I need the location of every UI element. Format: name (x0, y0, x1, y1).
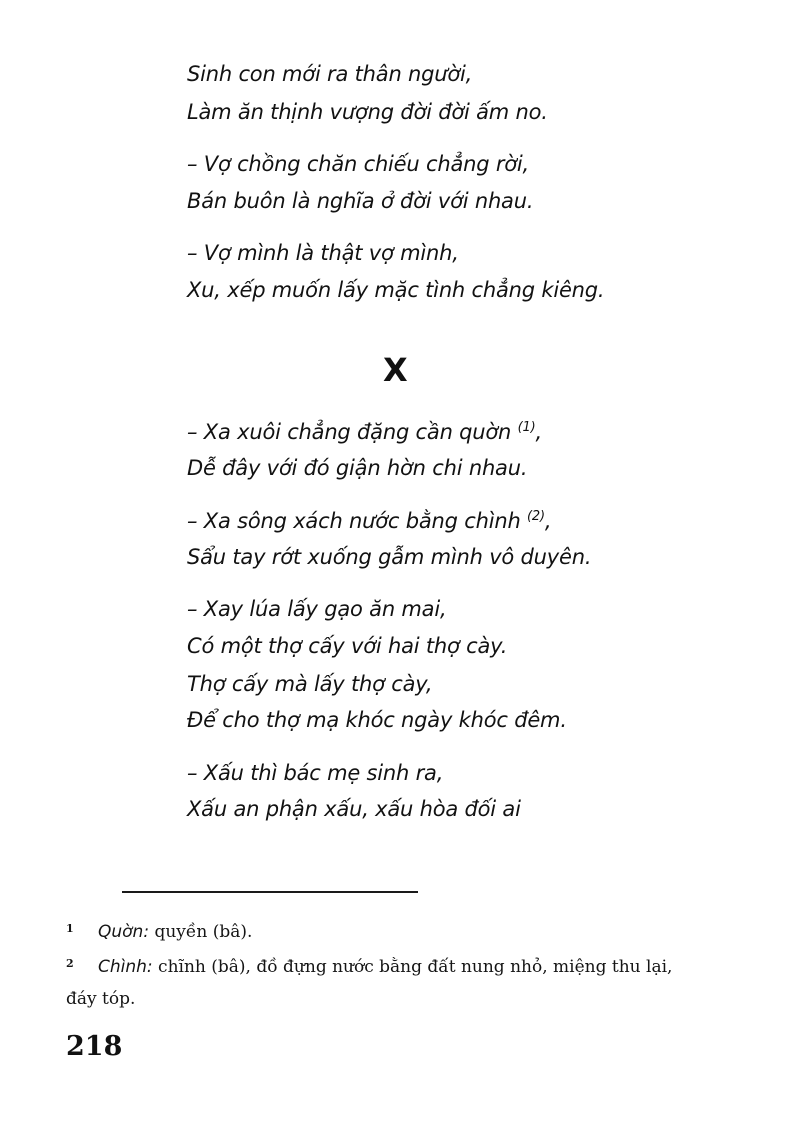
footnote-text: quyền (bâ). (149, 922, 253, 942)
footnote-number: 2 (66, 957, 74, 970)
verse-line: – Vợ mình là thật vợ mình, (187, 241, 459, 265)
verse-line: Làm ăn thịnh vượng đời đời ấm no. (187, 100, 548, 124)
verse-text: – Xa xuôi chẳng đặng cần quờn (187, 420, 512, 444)
section-title: X (383, 351, 408, 389)
footnote-body (98, 918, 746, 947)
verse-line (187, 418, 542, 446)
footnote-1 (66, 918, 746, 947)
footnote-body (98, 953, 746, 982)
footnote-term: Quờn: (98, 922, 150, 942)
verse-punct: , (535, 420, 542, 444)
footnote-divider (122, 891, 418, 893)
verse-line: Bán buôn là nghĩa ở đời với nhau. (187, 189, 534, 213)
verse-punct: , (544, 509, 552, 533)
verse-line: Xấu an phận xấu, xấu hòa đối ai (187, 797, 521, 821)
footnote-term: Chình: (98, 957, 153, 977)
verse-line: Sẩu tay rớt xuống gẫm mình vô duyên. (187, 545, 592, 569)
verse-line: Xu, xếp muốn lấy mặc tình chẳng kiêng. (187, 278, 605, 302)
verse-line (187, 507, 551, 535)
verse-line: – Xấu thì bác mẹ sinh ra, (187, 761, 444, 785)
verse-text: – Xa sông xách nước bằng chình (187, 509, 521, 533)
verse-line: – Xay lúa lấy gạo ăn mai, (187, 597, 447, 621)
footnote-2 (66, 953, 746, 1014)
verse-line: – Vợ chồng chăn chiếu chẳng rời, (187, 152, 530, 176)
verse-line: Sinh con mới ra thân người, (187, 62, 473, 86)
verse-line: Thợ cấy mà lấy thợ cày, (187, 672, 433, 696)
page-number: 218 (66, 1031, 123, 1062)
footnote-text: chĩnh (bâ), đồ đựng nước bằng đất nung nhỏ, miệng thu lại, (152, 957, 673, 977)
footnote-ref-2: (2) (527, 509, 545, 524)
verse-line: Dễ đây với đó giận hờn chi nhau. (187, 456, 528, 480)
verse-line: Để cho thợ mạ khóc ngày khóc đêm. (187, 708, 567, 732)
footnote-ref-1: (1) (517, 420, 536, 435)
verse-line: Có một thợ cấy với hai thợ cày. (187, 634, 508, 658)
footnote-continuation: đáy tóp. (66, 989, 136, 1009)
footnote-number: 1 (66, 922, 74, 935)
